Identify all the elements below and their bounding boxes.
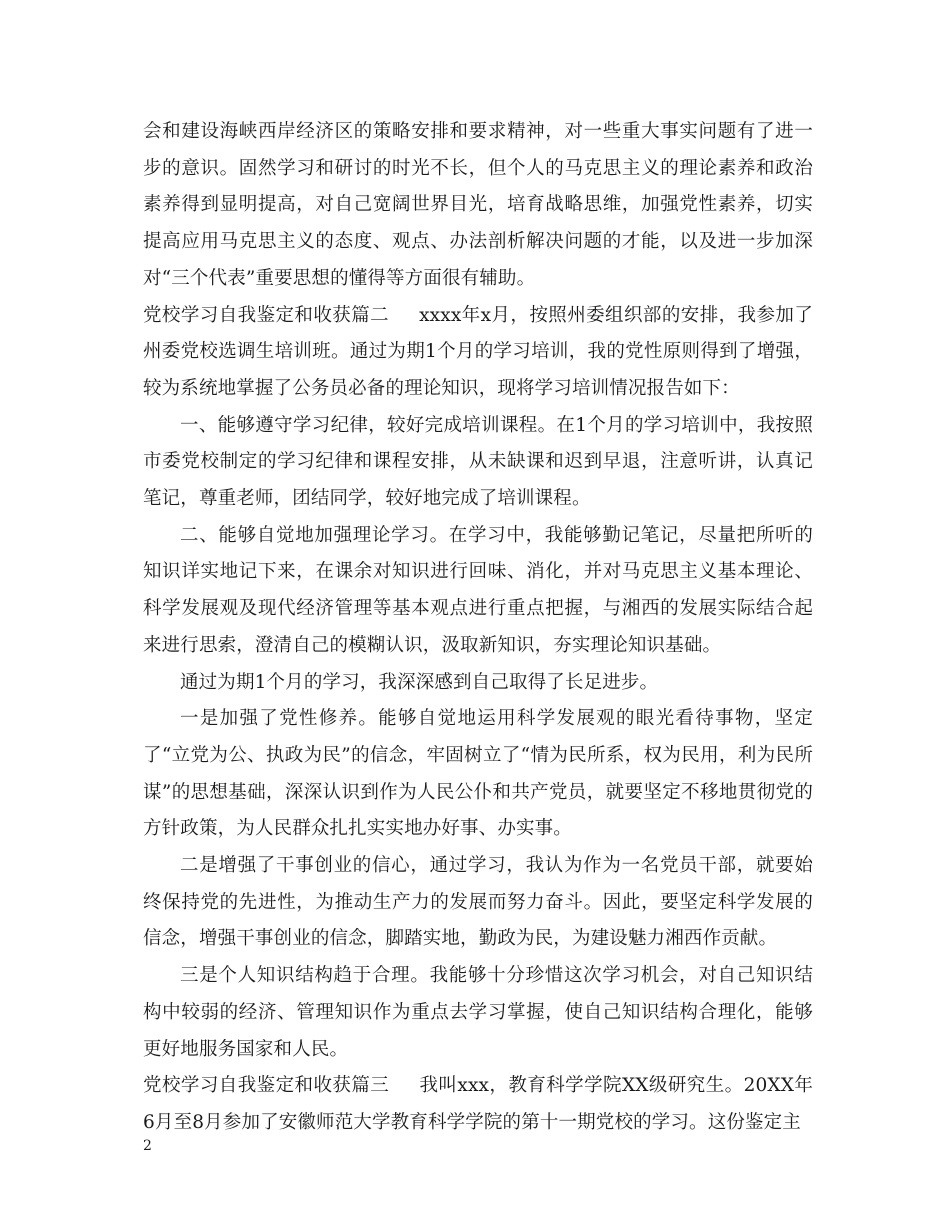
paragraph-6: 一是加强了党性修养。能够自觉地运用科学发展观的眼光看待事物，坚定了“立党为公、执政为民”的信念，牢固树立了“情为民所系，权为民用，利为民所谋”的思想基础，深深认识到作为人民公仆和共产党员，就要坚定不移地贯彻党的方针政策，为人民群众扎扎实实地办好事、办实事。: [143, 708, 813, 840]
section-heading-part-2: 党校学习自我鉴定和收获篇二: [143, 304, 390, 326]
paragraph-1: 会和建设海峡西岸经济区的策略安排和要求精神，对一些重大事实问题有了进一步的意识。固然学习和研讨的时光不长，但个人的马克思主义的理论素养和政治素养得到显明提高，对自己宽阔世界目光，培育战略思维，加强党性素养，切实提高应用马克思主义的态度、观点、办法剖析解决问题的才能，以及进一步加深对“三个代表”重要思想的懂得等方面很有辅助。: [143, 121, 813, 289]
paragraph-2: [143, 298, 813, 408]
paragraph-5: 通过为期1个月的学习，我深深感到自己取得了长足进步。: [180, 671, 659, 693]
paragraph-2-text: xxxx年x月，按照州委组织部的安排，我参加了州委党校选调生培训班。通过为期1个月的学习培训，我的党性原则得到了增强，较为系统地掌握了公务员必备的理论知识，现将学习培训情况报告如下：: [143, 304, 813, 399]
paragraph-9-text: 我叫xxx，教育科学学院XX级研究生。20XX年6月至8月参加了安徽师范大学教育科学学院的第十一期党校的学习。这份鉴定主: [143, 1075, 814, 1133]
page-number: 2: [143, 1138, 152, 1154]
section-heading-part-3: 党校学习自我鉴定和收获篇三: [143, 1075, 390, 1097]
paragraph-8: 三是个人知识结构趋于合理。我能够十分珍惜这次学习机会，对自己知识结构中较弱的经济、管理知识作为重点去学习掌握，使自己知识结构合理化，能够更好地服务国家和人民。: [143, 965, 813, 1060]
paragraph-9: [143, 1068, 813, 1141]
paragraph-7: 二是增强了干事创业的信心，通过学习，我认为作为一名党员干部，就要始终保持党的先进性，为推动生产力的发展而努力奋斗。因此，要坚定科学发展的信念，增强干事创业的信念，脚踏实地，勤政为民，为建设魅力湘西作贡献。: [143, 855, 813, 950]
paragraph-4: 二、能够自觉地加强理论学习。在学习中，我能够勤记笔记，尽量把所听的知识详实地记下来，在课余对知识进行回味、消化，并对马克思主义基本理论、科学发展观及现代经济管理等基本观点进行重点把握，与湘西的发展实际结合起来进行思索，澄清自己的模糊认识，汲取新知识，夯实理论知识基础。: [143, 524, 813, 656]
document-body: [143, 114, 813, 1142]
paragraph-3: 一、能够遵守学习纪律，较好完成培训课程。在1个月的学习培训中，我按照市委党校制定的学习纪律和课程安排，从未缺课和迟到早退，注意听讲，认真记笔记，尊重老师，团结同学，较好地完成了培训课程。: [143, 414, 813, 510]
